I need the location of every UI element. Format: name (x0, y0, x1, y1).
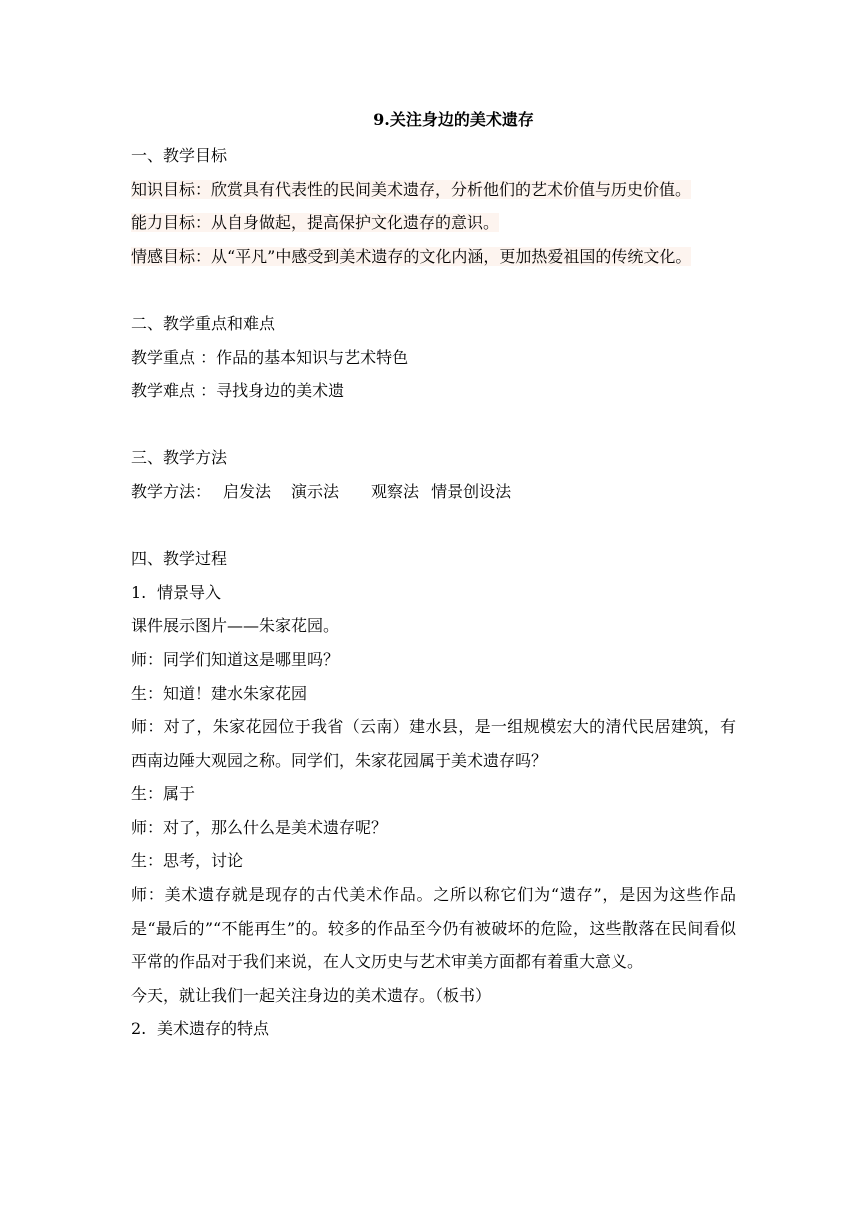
objective-emotion-text: 情感目标：从“平凡”中感受到美术遗存的文化内涵，更加热爱祖国的传统文化。 (131, 246, 692, 266)
process-line: 生：属于 (131, 784, 196, 804)
process-paragraph: 师：美术遗存就是现存的古代美术作品。之所以称它们为“遗存”，是因为这些作品是“最后的”“不能再生”的。较多的作品至今仍有被破坏的危险，这些散落在民间看似平常的作品对于我们来说，在人文历史与艺术审美方面都有着重大意义。 (131, 885, 736, 972)
method-item: 情景创设法 (431, 481, 512, 501)
process-line: 今天，就让我们一起关注身边的美术遗存。（板书） (131, 985, 492, 1005)
document-title: 9.关注身边的美术遗存 (373, 110, 534, 129)
step-1-heading (131, 576, 736, 610)
document-page (131, 100, 736, 1046)
blank-line (131, 408, 736, 442)
step-2-heading (131, 1012, 736, 1046)
process-line: 师：对了，那么什么是美术遗存呢？ (131, 817, 388, 837)
objective-ability-text: 能力目标：从自身做起，提高保护文化遗存的意识。 (131, 213, 500, 233)
objective-ability (131, 206, 736, 240)
key-point: 教学重点 ：作品的基本知识与艺术特色 (131, 347, 409, 367)
section-heading-objectives: 一、教学目标 (131, 146, 228, 165)
step-1-title: 情景导入 (157, 582, 222, 602)
blank-line (131, 509, 736, 543)
step-2-title: 美术遗存的特点 (157, 1019, 270, 1039)
process-line: 课件展示图片——朱家花园。 (131, 616, 340, 636)
method-item: 启发法 (223, 481, 272, 501)
objective-knowledge-text: 知识目标：欣赏具有代表性的民间美术遗存，分析他们的艺术价值与历史价值。 (131, 179, 692, 199)
process-line: 师：同学们知道这是哪里吗？ (131, 649, 340, 669)
process-line: 生：思考，讨论 (131, 851, 244, 871)
section-heading-key-points: 二、教学重点和难点 (131, 313, 276, 333)
methods-label: 教学方法： (131, 481, 212, 501)
step-2-number: 2. (131, 1019, 147, 1039)
objective-emotion (131, 240, 736, 274)
method-item: 演示法 (291, 481, 340, 501)
blank-line (131, 273, 736, 307)
step-1-number: 1. (131, 582, 147, 602)
difficult-point: 教学难点 ：寻找身边的美术遗 (131, 381, 345, 401)
section-heading-methods: 三、教学方法 (131, 448, 228, 468)
section-heading-process: 四、教学过程 (131, 549, 228, 569)
methods-line (131, 475, 736, 509)
objective-knowledge (131, 173, 736, 207)
process-line: 生：知道！建水朱家花园 (131, 683, 308, 703)
method-item: 观察法 (371, 481, 420, 501)
process-paragraph: 师：对了，朱家花园位于我省（云南）建水县，是一组规模宏大的清代民居建筑，有西南边陲大观园之称。同学们，朱家花园属于美术遗存吗？ (131, 717, 736, 770)
